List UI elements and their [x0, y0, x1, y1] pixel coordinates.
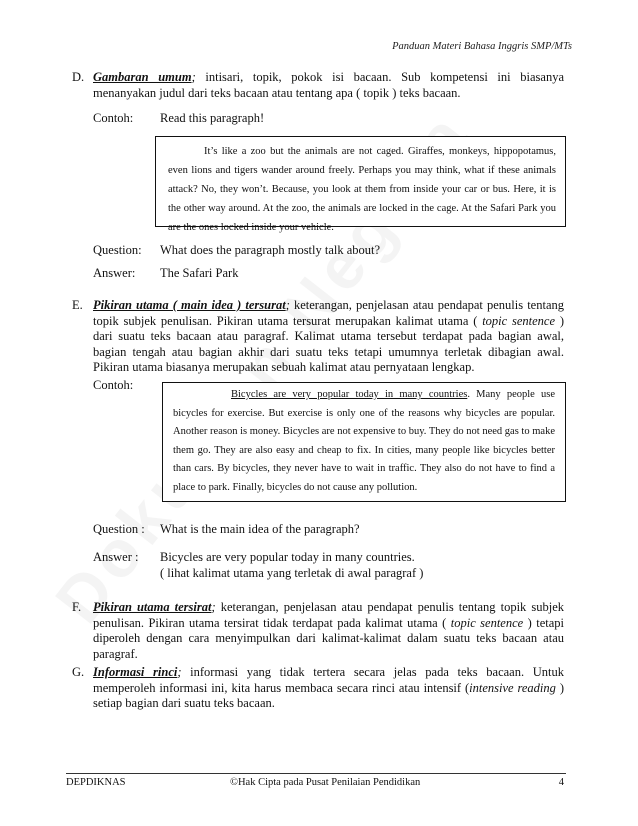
section-e-answer-note: ( lihat kalimat utama yang terletak di awal paragraf ) [160, 566, 424, 580]
footer-left: DEPDIKNAS [66, 777, 126, 788]
section-d-definition: intisari, topik, pokok isi bacaan. Sub kompetensi ini biasanya menanyakan judul dari teks bacaan atau tentang apa ( topik ) teks bacaan. [93, 70, 564, 100]
section-d-example-label: Contoh: [93, 111, 134, 125]
section-e-passage: Bicycles are very popular today in many countries. Many people use bicycles for exercise. But exercise is only one of the reasons why bicycles are popular. Another reason is money. Bicycles are not expensive to buy. They do not need gas to make them go. They are also easy and cheap to fix. In cities, many people like bicycles better than cars. By bicycles, they never have to wait in traffic. They also do not have to find a place to park. Finally, bicycles do not cause any pollution. [173, 389, 555, 493]
section-d-text: Gambaran umum; intisari, topik, pokok isi bacaan. Sub kompetensi ini biasanya menanyakan judul dari teks bacaan atau tentang apa ( topik ) teks bacaan. [93, 70, 564, 100]
section-d-passage: It’s like a zoo but the animals are not caged. Giraffes, monkeys, hippopotamus, even lions and tigers wander around freely. Perhaps you may think, what if these animals attack? No, they won’t. Because, you look at them from inside your car or bus. Here, it is the other way around. At the zoo, the animals are locked in the cage. At the Safari Park you are the ones locked inside your vehicle. [168, 146, 556, 233]
page-number: 4 [558, 777, 564, 788]
section-e-text: Pikiran utama ( main idea ) tersurat; keterangan, penjelasan atau pendapat penulis tentang topik subjek penulisan. Pikiran utama tersurat merupakan kalimat utama ( topic sentence ) dari suatu teks bacaan atau paragraf. Kalimat utama tersebut terdapat pada bagian awal, bagian tengah atau bagian akhir dari suatu teks tetapi umumnya terletak dibagian awal. Pikiran utama biasanya merupakan sebuah kalimat atau pernyataan lengkap. [93, 298, 564, 375]
running-header: Panduan Materi Bahasa Inggris SMP/MTs [392, 41, 572, 52]
section-e-example-label: Contoh: [93, 378, 134, 392]
section-d [72, 70, 564, 101]
section-d-answer: The Safari Park [160, 266, 239, 280]
footer-copyright: ©Hak Cipta pada Pusat Penilaian Pendidikan [230, 777, 421, 788]
section-g-text: Informasi rinci; informasi yang tidak tertera secara jelas pada teks bacaan. Untuk memperoleh informasi ini, kita harus membaca secara rinci atau intensif (intensive reading ) setiap bagian dari suatu teks bacaan. [93, 665, 564, 711]
section-g-letter: G. [72, 665, 85, 679]
section-f-text: Pikiran utama tersirat; keterangan, penjelasan atau pendapat penulis tentang topik subjek penulisan. Pikiran utama tersirat tidak terdapat pada kalimat utama ( topic sentence ) tetapi diperoleh dengan cara menyimpulkan dari kalimat-kalimat dalam suatu teks bacaan atau paragraf. [93, 600, 565, 661]
section-e-question-label: Question : [93, 522, 145, 536]
section-g-term: Informasi rinci [93, 665, 178, 679]
section-e [72, 298, 564, 376]
section-d-passage-box [155, 136, 566, 233]
section-d-question: What does the paragraph mostly talk about? [160, 243, 381, 257]
section-e-topic-sentence: Bicycles are very popular today in many countries [231, 389, 468, 400]
section-f [72, 600, 564, 662]
section-e-letter: E. [72, 298, 83, 312]
section-d-term: Gambaran umum [93, 70, 192, 84]
section-e-term: Pikiran utama ( main idea ) tersurat [93, 298, 286, 312]
section-d-question-label: Question: [93, 243, 142, 257]
page-footer [66, 773, 566, 788]
section-e-passage-box [162, 382, 566, 502]
section-f-letter: F. [72, 600, 82, 614]
section-d-answer-label: Answer: [93, 266, 136, 280]
section-d-example-instruction: Read this paragraph! [160, 111, 265, 125]
section-g [72, 665, 564, 712]
section-e-question: What is the main idea of the paragraph? [160, 522, 360, 536]
section-d-letter: D. [72, 70, 85, 84]
section-e-answer-label: Answer : [93, 550, 139, 564]
section-f-term: Pikiran utama tersirat [93, 600, 212, 614]
section-e-answer: Bicycles are very popular today in many countries. [160, 550, 415, 564]
